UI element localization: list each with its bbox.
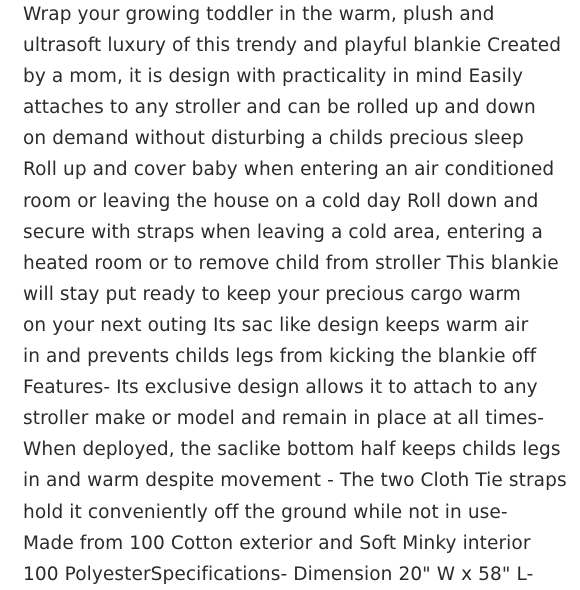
description-line: will stay put ready to keep your precious cargo warm	[23, 283, 521, 305]
description-line: When deployed, the saclike bottom half keeps childs legs	[23, 439, 561, 461]
description-line: on your next outing Its sac like design keeps warm air	[23, 314, 529, 336]
description-line: ultrasoft luxury of this trendy and playful blankie Created	[23, 35, 562, 57]
product-description	[23, 0, 580, 590]
description-line: attaches to any stroller and can be rolled up and down	[23, 97, 536, 119]
description-line: in and warm despite movement - The two Cloth Tie straps	[23, 470, 567, 492]
description-line: secure with straps when leaving a cold area, entering a	[23, 221, 543, 243]
description-line: by a mom, it is design with practicality in mind Easily	[23, 66, 523, 88]
description-line: Made from 100 Cotton exterior and Soft Minky interior	[23, 532, 531, 554]
description-line: in and prevents childs legs from kicking the blankie off	[23, 346, 537, 368]
description-line: Roll up and cover baby when entering an air conditioned	[23, 159, 555, 181]
description-line: stroller make or model and remain in place at all times-	[23, 408, 544, 430]
description-line: on demand without disturbing a childs precious sleep	[23, 128, 524, 150]
description-line: 100 PolyesterSpecifications- Dimension 20" W x 58" L-	[23, 563, 534, 585]
description-line: Features- Its exclusive design allows it to attach to any	[23, 377, 538, 399]
description-line: room or leaving the house on a cold day Roll down and	[23, 190, 539, 212]
description-line: heated room or to remove child from stroller This blankie	[23, 252, 559, 274]
description-line: Wrap your growing toddler in the warm, plush and	[23, 4, 495, 25]
description-line: hold it conveniently off the ground while not in use-	[23, 501, 508, 523]
